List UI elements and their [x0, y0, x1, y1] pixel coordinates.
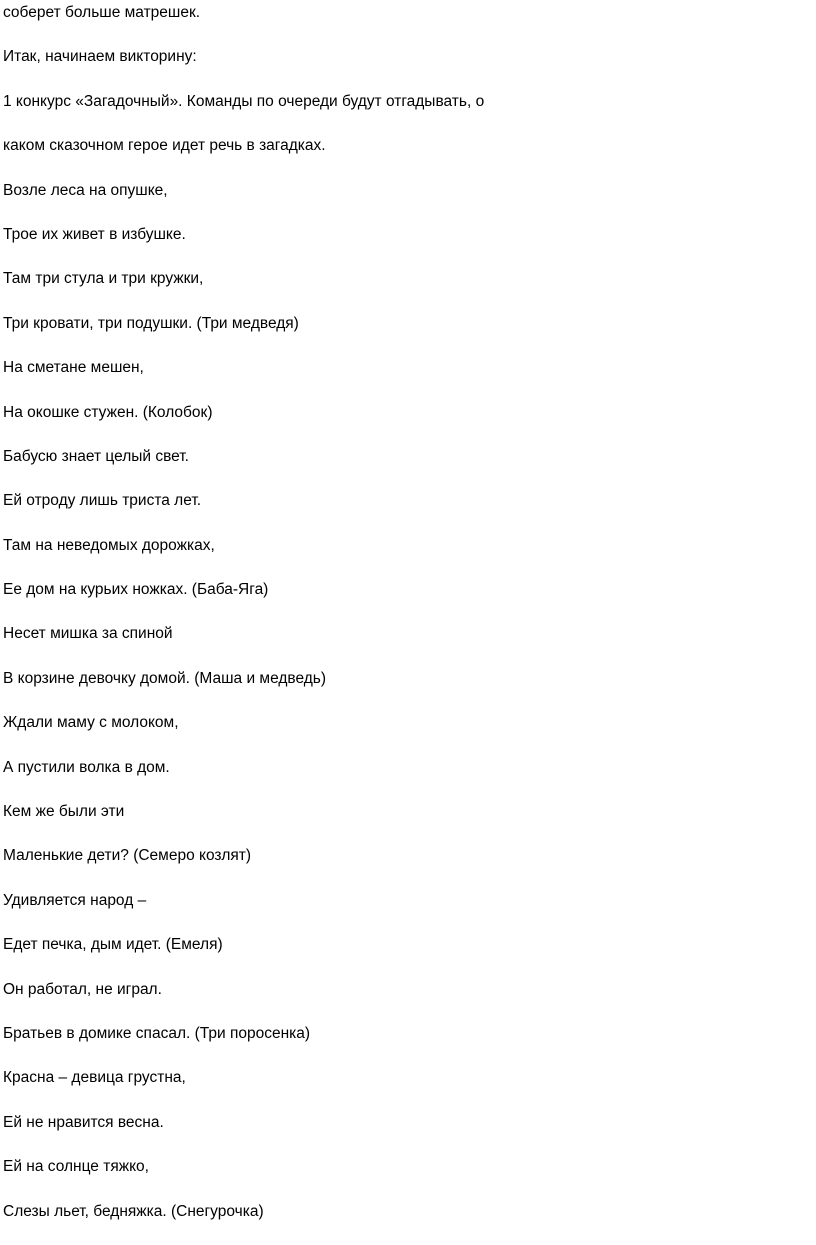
- text-line: В корзине девочку домой. (Маша и медведь): [3, 669, 327, 687]
- text-line: каком сказочном герое идет речь в загадках.: [3, 137, 326, 155]
- text-line: На сметане мешен,: [3, 359, 144, 377]
- text-line: Удивляется народ –: [3, 891, 147, 909]
- text-line: Едет печка, дым идет. (Емеля): [3, 936, 223, 954]
- text-line: Бабусю знает целый свет.: [3, 447, 189, 465]
- document-body: [3, 0, 803, 1243]
- text-line: Ей не нравится весна.: [3, 1113, 164, 1131]
- text-line: Он работал, не играл.: [3, 980, 162, 998]
- text-line: Красна – девица грустна,: [3, 1069, 186, 1087]
- text-line: Там на неведомых дорожках,: [3, 536, 215, 554]
- text-line: Ей отроду лишь триста лет.: [3, 492, 202, 510]
- text-line: Несет мишка за спиной: [3, 625, 173, 643]
- text-line: Кем же были эти: [3, 803, 125, 821]
- text-line: Итак, начинаем викторину:: [3, 48, 197, 66]
- text-line: Три кровати, три подушки. (Три медведя): [3, 314, 299, 332]
- text-line: Ей на солнце тяжко,: [3, 1158, 149, 1176]
- text-line: Маленькие дети? (Семеро козлят): [3, 847, 252, 865]
- text-line: На окошке стужен. (Колобок): [3, 403, 213, 421]
- text-line: Слезы льет, бедняжка. (Снегурочка): [3, 1202, 264, 1220]
- text-line: соберет больше матрешек.: [3, 4, 201, 21]
- text-line: Ждали маму с молоком,: [3, 714, 179, 732]
- text-line: А пустили волка в дом.: [3, 758, 170, 776]
- text-line: 1 конкурс «Загадочный». Команды по очереди будут отгадывать, о: [3, 92, 485, 110]
- text-line: Там три стула и три кружки,: [3, 270, 204, 288]
- text-line: Трое их живет в избушке.: [3, 225, 186, 243]
- text-line: Возле леса на опушке,: [3, 181, 168, 199]
- text-line: Братьев в домике спасал. (Три поросенка): [3, 1024, 311, 1042]
- text-line: Ее дом на курьих ножках. (Баба-Яга): [3, 581, 269, 599]
